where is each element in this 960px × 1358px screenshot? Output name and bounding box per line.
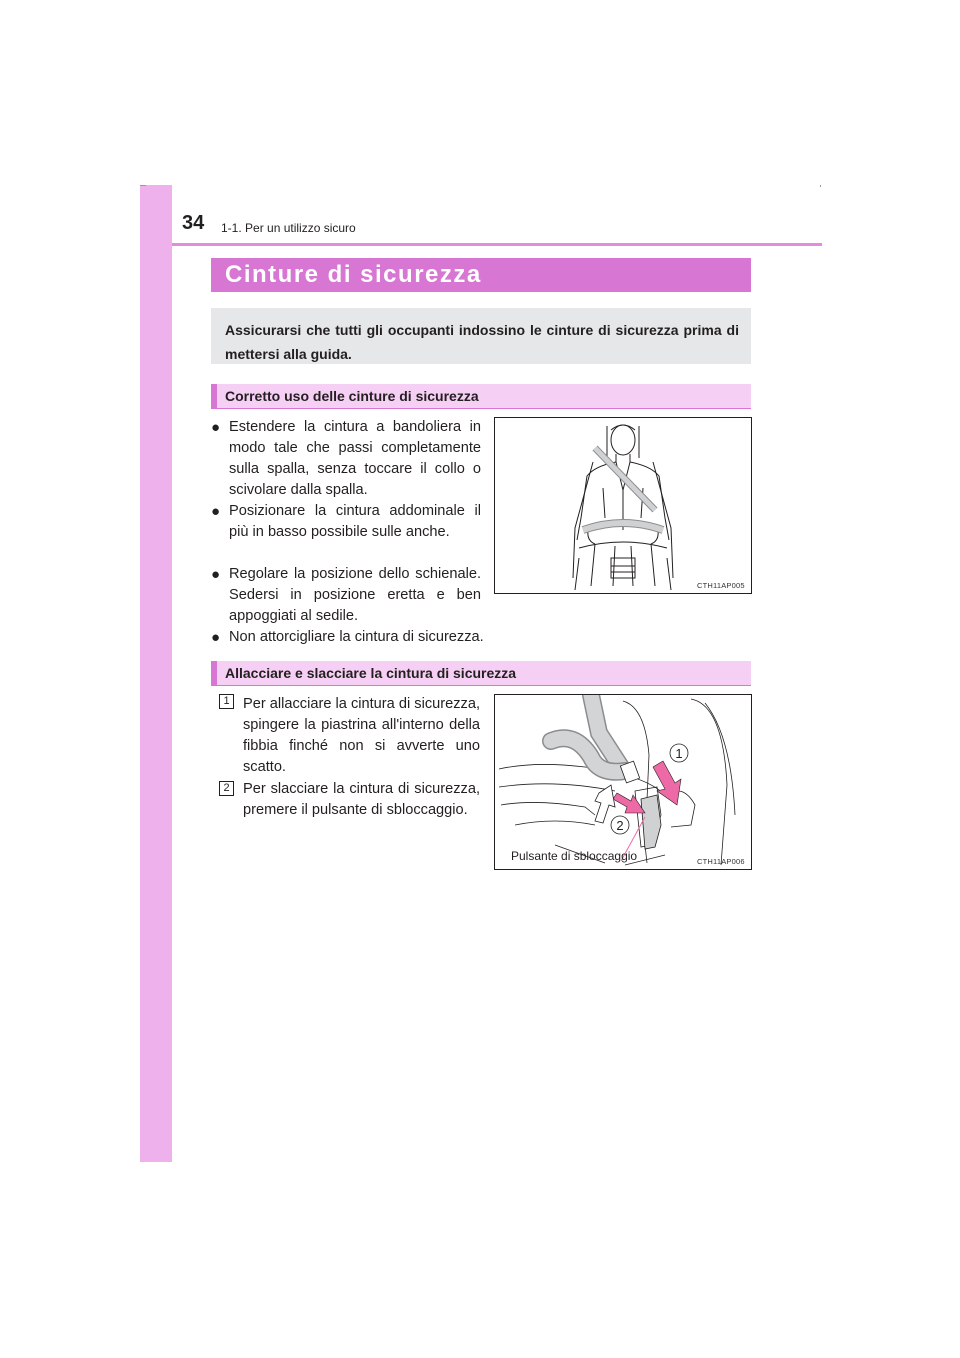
step-number-1: 1 [219, 694, 234, 709]
callout-1: 1 [675, 746, 683, 761]
intro-text: Assicurarsi che tutti gli occupanti indossino le cinture di sicurezza prima di mettersi alla guida. [225, 322, 739, 362]
figure-buckle [494, 694, 752, 870]
step-text-1: Per allacciare la cintura di sicurezza, spingere la piastrina all'interno della fibbia finché non si avverte uno scatto. [243, 696, 480, 775]
subheader-fasten-unfasten [211, 661, 751, 685]
subheader-correct-use-text: Corretto uso delle cinture di sicurezza [225, 388, 479, 404]
header-rule [172, 243, 822, 246]
side-tab-band [140, 185, 172, 1162]
bullet-icon: ● [211, 503, 221, 520]
step-text-2: Per slacciare la cintura di sicurezza, premere il pulsante di sbloccaggio. [243, 781, 480, 818]
breadcrumb: 1-1. Per un utilizzo sicuro [221, 221, 356, 235]
release-button-label: Pulsante di sbloccaggio [511, 849, 638, 863]
bullet-text: Estendere la cintura a bandoliera in modo tale che passi completamente sulla spalla, senza toccare il collo o scivolare dalla spalla. [229, 419, 481, 498]
figure-seated-belt [494, 417, 752, 594]
subheader-correct-use [211, 384, 751, 408]
step-number-2: 2 [219, 781, 234, 796]
bullet-icon: ● [211, 419, 221, 436]
seated-occupant-illustration [495, 418, 751, 593]
buckle-illustration [495, 695, 751, 869]
crop-mark-right [820, 185, 821, 187]
bullet-text: Non attorcigliare la cintura di sicurezza. [229, 629, 484, 645]
intro-box [211, 308, 751, 364]
bullet-icon: ● [211, 566, 221, 583]
section-title-bar [211, 258, 751, 292]
page-title: Cinture di sicurezza [225, 261, 482, 288]
crop-mark-left [140, 185, 146, 186]
subheader-fasten-unfasten-text: Allacciare e slacciare la cintura di sicurezza [225, 665, 517, 681]
bullet-text: Regolare la posizione dello schienale. Sedersi in posizione eretta e ben appoggiati al sedile. [229, 566, 481, 624]
bullet-icon: ● [211, 629, 221, 646]
figure-code: CTH11AP005 [697, 581, 745, 590]
page-number: 34 [182, 212, 205, 234]
bullet-text: Posizionare la cintura addominale il più in basso possibile sulle anche. [229, 503, 481, 540]
figure-code: CTH11AP006 [697, 857, 745, 866]
callout-2: 2 [616, 818, 624, 833]
